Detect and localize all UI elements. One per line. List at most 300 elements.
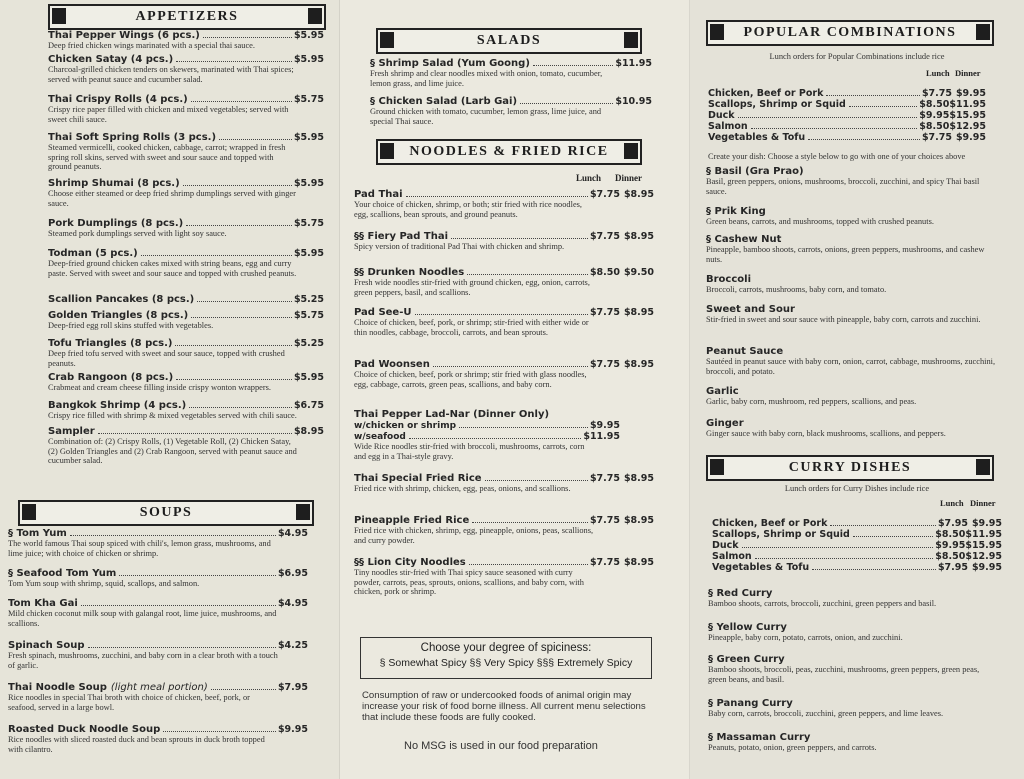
dot-leader [88, 647, 276, 648]
item-description: Deep fried chicken wings marinated with a special thai sauce. [48, 41, 255, 50]
dot-leader [409, 438, 581, 439]
dot-leader [853, 536, 933, 537]
style-description: Basil, green peppers, onions, mushrooms, broccoli, zucchini, and spicy Thai basil sauce. [706, 177, 980, 196]
menu-item [8, 568, 308, 589]
item-price: $6.75 [293, 400, 324, 411]
item-name: § Chicken Salad (Larb Gai) [370, 96, 518, 107]
menu-item-row [48, 218, 324, 229]
item-name: §§ Lion City Noodles [354, 557, 466, 568]
menu-item-row [354, 515, 654, 526]
lunch-price: $8.50 [935, 551, 966, 562]
dinner-price: $12.95 [965, 551, 1002, 562]
item-name: § Tom Yum [8, 528, 67, 539]
protein-name: Vegetables & Tofu [708, 132, 806, 143]
lunch-price: $7.75 [589, 557, 620, 568]
menu-item-row [48, 94, 324, 105]
protein-name: Scallops, Shrimp or Squid [712, 529, 850, 540]
header-square-left-icon [22, 504, 36, 520]
lunch-price: $7.75 [589, 359, 620, 370]
msg-note: No MSG is used in our food preparation [404, 740, 598, 752]
dinner-price: $11.95 [965, 529, 1002, 540]
dot-leader [70, 535, 276, 536]
item-description: Fresh shrimp and clear noodles mixed with onion, tomato, cucumber, lemon grass, and lime juice. [370, 69, 603, 88]
item-name: Bangkok Shrimp (4 pcs.) [48, 400, 187, 411]
dot-leader [119, 575, 276, 576]
right-panel [690, 0, 1024, 779]
menu-item [354, 359, 654, 389]
style-name: § Green Curry [708, 654, 785, 665]
menu-item [48, 426, 324, 466]
menu-item [48, 132, 324, 172]
dot-leader [211, 689, 276, 690]
item-price: $4.95 [277, 598, 308, 609]
noodles-lunch-label: Lunch [576, 173, 602, 183]
curry-lunch-label: Lunch [940, 498, 964, 508]
item-name: Sampler [48, 426, 95, 437]
menu-item [8, 640, 308, 670]
item-name: Pork Dumplings (8 pcs.) [48, 218, 184, 229]
style-name: Peanut Sauce [706, 346, 784, 357]
style-description: Bamboo shoots, broccoli, peas, zucchini, mushrooms, green peppers, green peas, green beans, and basil. [708, 665, 980, 684]
menu-item [48, 178, 324, 208]
item-price: $11.95 [615, 58, 652, 69]
item-price: $6.95 [277, 568, 308, 579]
curry-styles [708, 588, 1008, 778]
style-name: Sweet and Sour [706, 304, 795, 315]
menu-item-row [48, 338, 324, 349]
item-description: Choice of chicken, beef, pork or shrimp; stir fried with glass noodles, egg, cabbage, carrots, green peas, scallions, and baby corn. [354, 370, 587, 389]
left-panel [0, 0, 340, 779]
style-item [708, 622, 1008, 643]
item-description: Steamed pork dumplings served with light soy sauce. [48, 229, 227, 238]
protein-name: Vegetables & Tofu [712, 562, 810, 573]
menu-item-row [48, 400, 324, 411]
dinner-price: $9.95 [971, 518, 1002, 529]
noodles-list [354, 189, 654, 609]
protein-row [712, 529, 1002, 540]
dinner-price: $11.95 [949, 99, 986, 110]
header-square-right-icon [624, 32, 638, 48]
dot-leader [141, 255, 292, 256]
item-price: $5.75 [293, 94, 324, 105]
lunch-price: $8.50 [919, 121, 950, 132]
protein-row [708, 99, 986, 110]
style-description: Broccoli, carrots, mushrooms, baby corn, and tomato. [706, 285, 887, 294]
item-description: Fresh spinach, mushrooms, zucchini, and baby corn in a clear broth with a touch of garlic. [8, 651, 278, 670]
item-name: § Seafood Tom Yum [8, 568, 117, 579]
menu-item [48, 30, 324, 51]
style-description: Pineapple, bamboo shoots, carrots, onions, green peppers, mushrooms, and cashew nuts. [706, 245, 985, 264]
menu-item [48, 54, 324, 84]
item-name: Roasted Duck Noodle Soup [8, 724, 161, 735]
style-description: Green beans, carrots, and mushrooms, topped with crushed peanuts. [706, 217, 934, 226]
menu-item [354, 307, 654, 337]
menu-item-row [48, 54, 324, 65]
menu-item [354, 189, 654, 219]
item-price: $5.25 [293, 338, 324, 349]
protein-name: Scallops, Shrimp or Squid [708, 99, 846, 110]
soups-list [8, 528, 308, 778]
dot-leader [451, 238, 588, 239]
menu-item [48, 338, 324, 368]
item-name: §§ Fiery Pad Thai [354, 231, 449, 242]
item-description: Tiny noodles stir-fried with Thai spicy sauce seasoned with curry powder, carrots, peas, sprouts, onions, scallions, and baby corn, with chicken, pork or shrimp. [354, 568, 584, 597]
protein-row [712, 518, 1002, 529]
menu-item [354, 231, 654, 252]
item-price: $5.95 [293, 372, 324, 383]
dot-leader [163, 731, 276, 732]
protein-name: Chicken, Beef or Pork [712, 518, 828, 529]
menu-item-row [8, 682, 308, 693]
dot-leader [175, 345, 291, 346]
menu-item-row [354, 189, 654, 200]
dinner-price: $8.95 [623, 307, 654, 318]
lunch-price: $7.75 [921, 88, 952, 99]
item-name: Shrimp Shumai (8 pcs.) [48, 178, 180, 189]
style-item [706, 346, 1006, 376]
curry-note: Lunch orders for Curry Dishes include rice [784, 484, 930, 493]
item-name: Thai Crispy Rolls (4 pcs.) [48, 94, 188, 105]
dot-leader [415, 314, 588, 315]
sub-item-name: w/chicken or shrimp [354, 421, 457, 431]
style-item [706, 166, 1006, 196]
item-description: Fresh wide noodles stir-fried with ground chicken, egg, onion, carrots, green peppers, basil, and scallions. [354, 278, 590, 297]
item-description: Rice noodles in special Thai broth with choice of chicken, beef, pork, or seafood, served in a large bowl. [8, 693, 250, 712]
style-item [706, 206, 1006, 227]
dot-leader [433, 366, 588, 367]
dinner-price: $8.95 [623, 557, 654, 568]
item-description: Rice noodles with sliced roasted duck and bean sprouts in duck broth topped with cilantro. [8, 735, 265, 754]
protein-row [708, 88, 986, 99]
style-description: Pineapple, baby corn, potato, carrots, onion, and zucchini. [708, 633, 903, 642]
dot-leader [485, 480, 588, 481]
dot-leader [738, 117, 918, 118]
appetizers-list [48, 30, 324, 470]
style-item [708, 654, 1008, 684]
item-description: Your choice of chicken, shrimp, or both; stir fried with rice noodles, egg, scallions, bean sprouts, and ground peanuts. [354, 200, 583, 219]
menu-item [48, 294, 324, 305]
item-name: Tom Kha Gai [8, 598, 78, 609]
item-description: Deep-fried ground chicken cakes mixed with string beans, egg and curry paste. Served with sweet and sour sauce and topped with crushed peanuts. [48, 259, 297, 278]
menu-item-row [370, 96, 652, 107]
item-name: §§ Drunken Noodles [354, 267, 465, 278]
dot-leader [812, 569, 936, 570]
menu-item-row [48, 294, 324, 305]
item-name: Tofu Triangles (8 pcs.) [48, 338, 173, 349]
style-name: § Prik King [706, 206, 766, 217]
item-name: Chicken Satay (4 pcs.) [48, 54, 174, 65]
menu-item [354, 267, 654, 297]
popular-proteins [708, 88, 986, 148]
lunch-price: $8.50 [919, 99, 950, 110]
item-description: Choice of chicken, beef, pork, or shrimp; stir-fried with either wide or thin noodles, cabbage, broccoli, carrots, and bean sprouts. [354, 318, 589, 337]
item-price: $5.95 [293, 178, 324, 189]
dot-leader [472, 522, 588, 523]
style-item [706, 304, 1006, 325]
item-description: Crabmeat and cream cheese filling inside crispy wonton wrappers. [48, 383, 272, 392]
menu-item [8, 724, 308, 754]
item-description: Choose either steamed or deep fried shrimp dumplings served with ginger sauce. [48, 189, 296, 208]
dot-leader [176, 379, 292, 380]
spiciness-box [360, 637, 652, 679]
dot-leader [203, 37, 292, 38]
style-item [706, 234, 1006, 264]
style-item [708, 588, 1008, 609]
soups-title: SOUPS [139, 505, 193, 520]
menu-item [354, 515, 654, 545]
sub-item-row [354, 431, 654, 442]
dinner-price: $8.95 [623, 515, 654, 526]
noodles-dinner-label: Dinner [615, 173, 642, 183]
salads-header [376, 28, 642, 54]
dot-leader [197, 301, 292, 302]
lunch-price: $9.95 [919, 110, 950, 121]
style-description: Peanuts, potato, onion, green peppers, and carrots. [708, 743, 877, 752]
item-name: Pineapple Fried Rice [354, 515, 470, 526]
menu-item [8, 528, 308, 558]
style-item [708, 698, 1008, 719]
sub-item-price: $11.95 [583, 431, 620, 442]
item-description: Charcoal-grilled chicken tenders on skewers, marinated with Thai spices; served with peanut sauce and cucumber salad. [48, 65, 294, 84]
style-name: § Cashew Nut [706, 234, 782, 245]
menu-item [370, 96, 652, 126]
dot-leader [808, 139, 920, 140]
item-description: Crispy rice filled with shrimp & mixed vegetables served with chili sauce. [48, 411, 297, 420]
protein-name: Salmon [712, 551, 752, 562]
salads-list [370, 58, 652, 136]
dinner-price: $15.95 [949, 110, 986, 121]
menu-item [370, 58, 652, 88]
item-price: $5.95 [293, 132, 324, 143]
create-dish-note: Create your dish: Choose a style below to go with one of your choices above [708, 152, 966, 161]
salads-title: SALADS [476, 33, 542, 48]
menu-item-row [48, 178, 324, 189]
lunch-price: $7.75 [589, 307, 620, 318]
popular-lunch-label: Lunch [926, 68, 950, 78]
curry-title: CURRY DISHES [788, 460, 912, 475]
menu-item-row [48, 426, 324, 437]
item-price: $7.95 [277, 682, 308, 693]
header-square-left-icon [710, 24, 724, 40]
item-price: $5.95 [293, 30, 324, 41]
dot-leader [191, 101, 292, 102]
item-description: Tom Yum soup with shrimp, squid, scallops, and salmon. [8, 579, 200, 588]
menu-item [48, 218, 324, 239]
dot-leader [459, 427, 588, 428]
protein-row [712, 540, 1002, 551]
item-price: $10.95 [615, 96, 652, 107]
dinner-price: $9.95 [955, 132, 986, 143]
style-item [706, 386, 1006, 407]
item-name: Crab Rangoon (8 pcs.) [48, 372, 174, 383]
menu-item-row [354, 267, 654, 278]
item-description: Wide Rice noodles stir-fried with broccoli, mushrooms, carrots, corn and egg in a Thai-style gravy. [354, 442, 585, 461]
menu-item [48, 310, 324, 331]
dinner-price: $8.95 [623, 359, 654, 370]
item-description: Deep-fried egg roll skins stuffed with vegetables. [48, 321, 214, 330]
dot-leader [219, 139, 292, 140]
lunch-price: $7.75 [589, 189, 620, 200]
style-description: Stir-fried in sweet and sour sauce with pineapple, baby corn, carrots and zucchini. [706, 315, 981, 324]
dinner-price: $8.95 [623, 189, 654, 200]
popular-styles [706, 166, 1006, 446]
item-name: Pad See-U [354, 307, 412, 318]
menu-item [48, 248, 324, 278]
protein-row [708, 110, 986, 121]
style-name: § Panang Curry [708, 698, 793, 709]
dot-leader [189, 407, 292, 408]
item-description: The world famous Thai soup spiced with chili's, lemon grass, mushrooms, and lime juice; with choice of chicken or shrimp. [8, 539, 271, 558]
item-description: Combination of: (2) Crispy Rolls, (1) Vegetable Roll, (2) Chicken Satay, (2) Golden Triangles and (2) Crab Rangoon, served with peanut sauce and cucumber salad. [48, 437, 297, 466]
style-description: Ginger sauce with baby corn, black mushrooms, scallions, and peppers. [706, 429, 946, 438]
item-description: Fried rice with shrimp, chicken, egg, peas, onions, and scallions. [354, 484, 571, 493]
dinner-price: $8.95 [623, 473, 654, 484]
menu-item-row [354, 359, 654, 370]
curry-proteins [712, 518, 1002, 578]
style-name: § Yellow Curry [708, 622, 787, 633]
item-name: Spinach Soup [8, 640, 85, 651]
lunch-price: $7.75 [589, 231, 620, 242]
style-name: Broccoli [706, 274, 752, 285]
dinner-price: $9.95 [955, 88, 986, 99]
dot-leader [742, 547, 934, 548]
style-item [706, 274, 1006, 295]
lunch-price: $7.95 [937, 562, 968, 573]
item-price: $4.25 [277, 640, 308, 651]
header-square-left-icon [52, 8, 66, 24]
menu-item-row [354, 557, 654, 568]
item-price: $5.95 [293, 54, 324, 65]
style-description: Baby corn, carrots, broccoli, zucchini, green peppers, and lime leaves. [708, 709, 944, 718]
item-name: Pad Thai [354, 189, 403, 200]
noodles-header [376, 139, 642, 165]
protein-row [712, 551, 1002, 562]
lunch-price: $7.75 [921, 132, 952, 143]
dot-leader [191, 317, 292, 318]
protein-name: Duck [708, 110, 735, 121]
dinner-price: $9.95 [971, 562, 1002, 573]
item-name: Thai Noodle Soup [8, 682, 107, 693]
header-square-right-icon [976, 24, 990, 40]
menu-item-row [8, 568, 308, 579]
style-description: Sautéed in peanut sauce with baby corn, onion, carrot, cabbage, mushrooms, zucchini, broccoli, and potato. [706, 357, 996, 376]
item-name: Thai Pepper Wings (6 pcs.) [48, 30, 200, 41]
menu-item [8, 598, 308, 628]
dot-leader [81, 605, 276, 606]
curry-dinner-label: Dinner [970, 498, 996, 508]
header-square-right-icon [308, 8, 322, 24]
menu-item-row [48, 372, 324, 383]
header-square-left-icon [380, 32, 394, 48]
item-name: Thai Pepper Lad-Nar (Dinner Only) [354, 409, 550, 420]
protein-row [708, 121, 986, 132]
item-name: Todman (5 pcs.) [48, 248, 138, 259]
item-price: $5.75 [293, 218, 324, 229]
item-price: $5.25 [293, 294, 324, 305]
item-name: Thai Soft Spring Rolls (3 pcs.) [48, 132, 217, 143]
style-name: Ginger [706, 418, 744, 429]
header-square-right-icon [624, 143, 638, 159]
item-name: Pad Woonsen [354, 359, 430, 370]
style-item [706, 418, 1006, 439]
popular-dinner-label: Dinner [955, 68, 981, 78]
menu-item-row [8, 528, 308, 539]
dot-leader [830, 525, 936, 526]
style-name: Garlic [706, 386, 739, 397]
menu-item-row [354, 231, 654, 242]
item-description: Steamed vermicelli, cooked chicken, cabbage, carrot; wrapped in fresh spring roll skins, served with sweet and sour sauce and topped with ground peanuts. [48, 143, 286, 172]
dot-leader [520, 103, 613, 104]
dot-leader [751, 128, 918, 129]
lunch-price: $8.50 [935, 529, 966, 540]
header-square-right-icon [296, 504, 310, 520]
lunch-price: $8.50 [589, 267, 620, 278]
dot-leader [826, 95, 920, 96]
spiciness-levels: § Somewhat Spicy §§ Very Spicy §§§ Extremely Spicy [379, 657, 633, 669]
popular-note: Lunch orders for Popular Combinations include rice [769, 52, 945, 61]
header-square-right-icon [976, 459, 990, 475]
item-price: $4.95 [277, 528, 308, 539]
soups-header [18, 500, 314, 526]
dinner-price: $8.95 [623, 231, 654, 242]
menu-item [48, 400, 324, 421]
item-price: $8.95 [293, 426, 324, 437]
lunch-price: $7.75 [589, 515, 620, 526]
menu-item-row [48, 310, 324, 321]
lunch-price: $7.75 [589, 473, 620, 484]
lunch-price: $9.95 [935, 540, 966, 551]
item-name: § Shrimp Salad (Yum Goong) [370, 58, 530, 69]
item-description: Mild chicken coconut milk soup with galangal root, lime juice, mushrooms, and scallions. [8, 609, 277, 628]
curry-header [706, 455, 994, 481]
menu-item-row [354, 473, 654, 484]
style-item [708, 732, 1008, 753]
item-price: $5.75 [293, 310, 324, 321]
menu-item-row [48, 30, 324, 41]
dot-leader [98, 433, 292, 434]
lunch-price: $7.95 [937, 518, 968, 529]
menu-item-row [354, 409, 654, 420]
item-description: Ground chicken with tomato, cucumber, lemon grass, lime juice, and special Thai sauce. [370, 107, 602, 126]
dot-leader [755, 558, 934, 559]
menu-item-row [8, 724, 308, 735]
dot-leader [849, 106, 917, 107]
dinner-price: $15.95 [965, 540, 1002, 551]
dot-leader [533, 65, 613, 66]
sub-item-price: $9.95 [589, 420, 620, 431]
protein-name: Chicken, Beef or Pork [708, 88, 824, 99]
popular-header [706, 20, 994, 46]
item-price: $9.95 [277, 724, 308, 735]
dot-leader [176, 61, 292, 62]
item-name: Golden Triangles (8 pcs.) [48, 310, 189, 321]
style-description: Bamboo shoots, carrots, broccoli, zucchini, green peppers and basil. [708, 599, 937, 608]
style-name: § Massaman Curry [708, 732, 811, 743]
menu-item-row [48, 248, 324, 259]
dot-leader [467, 274, 588, 275]
menu-item [48, 94, 324, 124]
menu-item-row [354, 307, 654, 318]
item-description: Fried rice with chicken, shrimp, egg, pineapple, onions, peas, scallions, and curry powder. [354, 526, 594, 545]
protein-row [708, 132, 986, 143]
menu-item [354, 409, 654, 461]
menu-item-row [48, 132, 324, 143]
dot-leader [406, 196, 588, 197]
noodles-title: NOODLES & FRIED RICE [409, 144, 609, 159]
dinner-price: $9.50 [623, 267, 654, 278]
item-name: Thai Special Fried Rice [354, 473, 482, 484]
menu-item [48, 372, 324, 393]
